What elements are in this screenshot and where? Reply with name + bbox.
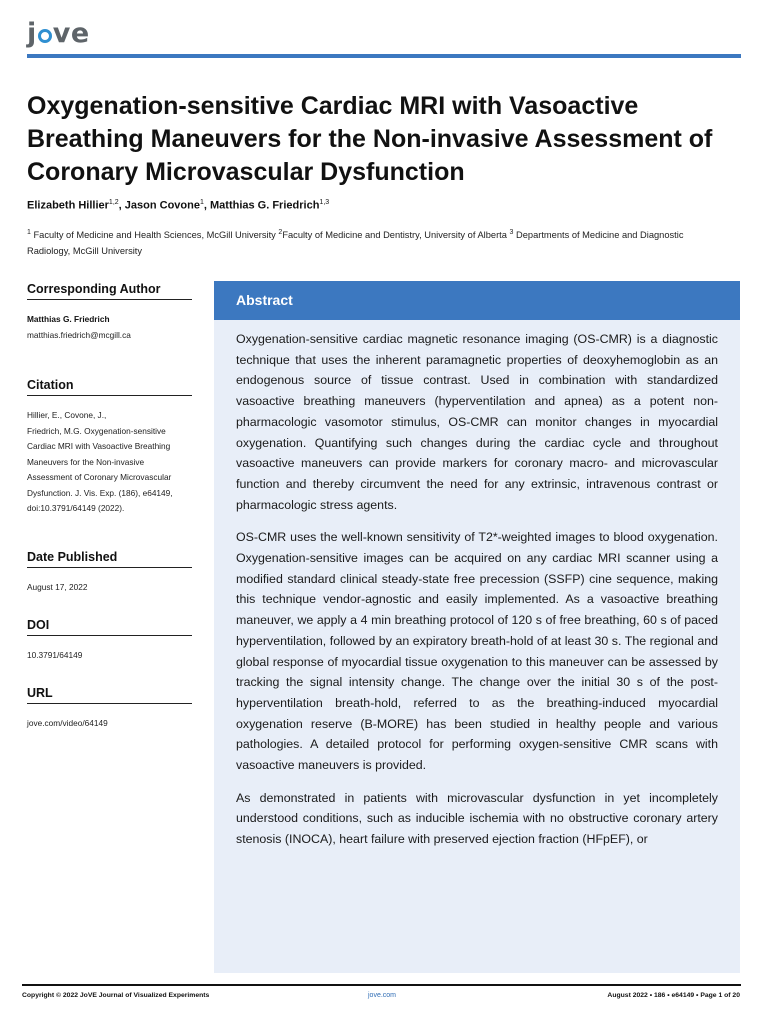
affiliation: Faculty of Medicine and Health Sciences, McGill University <box>33 230 276 241</box>
corresponding-author-name: Matthias G. Friedrich <box>27 314 110 324</box>
doi-block <box>27 618 192 664</box>
citation-text: Hillier, E., Covone, J., Friedrich, M.G. Oxygenation-sensitive Cardiac MRI with Vasoactive Breathing Maneuvers for the Non-invasive Assessment of Coronary Microvascular Dysfunction. J. Vis. Exp. (186), e64149, doi:10.3791/64149 (2022). <box>27 410 173 513</box>
abstract-paragraph: Oxygenation-sensitive cardiac magnetic resonance imaging (OS-CMR) is a diagnostic technique that uses the inherent paramagnetic properties of deoxyhemoglobin as an endogenous source of tissue contrast. Used in combination with standardized vasoactive breathing maneuvers (hyperventilation and apnea) as a potent non-pharmacologic vasomotor stimulus, OS-CMR can monitor changes in myocardial oxygenation. Quantifying such changes during the cardiac cycle and throughout vasoactive maneuvers can provide markers for coronary macro- and microvascular function and thereby circumvent the need for any extrinsic, intravenous contrast or pharmacologic stress agents. <box>236 332 718 512</box>
author-name: Jason Covone <box>124 199 200 212</box>
affiliation: Faculty of Medicine and Dentistry, University of Alberta <box>282 230 507 241</box>
footer-copyright: Copyright © 2022 JoVE Journal of Visualized Experiments <box>22 992 210 999</box>
doi-heading: DOI <box>27 618 192 636</box>
abstract-panel <box>214 281 740 973</box>
doi-value[interactable]: 10.3791/64149 <box>27 650 83 660</box>
corresponding-author-block <box>27 282 192 344</box>
affiliations: $^1$ Faculty of Medicine and Health Sciences, McGill University $^2$Faculty of Medicine and Dentistry, University of Alberta $^3$ Departments of Medicine and Diagnostic Radiology, McGill University <box>27 229 684 257</box>
date-published-heading: Date Published <box>27 550 192 568</box>
footer-rule <box>22 984 741 986</box>
url-value[interactable]: jove.com/video/64149 <box>27 718 108 728</box>
jove-logo[interactable]: j ve <box>27 18 90 49</box>
url-heading: URL <box>27 686 192 704</box>
author-list: Elizabeth Hillier$^{1,2}$, Jason Covone$^1$, Matthias G. Friedrich$^{1,3}$ <box>27 199 330 212</box>
corresponding-author-email[interactable]: matthias.friedrich@mcgill.ca <box>27 330 131 340</box>
affiliation: Departments of Medicine and Diagnostic Radiology, McGill University <box>27 230 684 257</box>
corresponding-author-heading: Corresponding Author <box>27 282 192 300</box>
author-name: Matthias G. Friedrich <box>210 199 320 212</box>
abstract-body <box>214 320 740 850</box>
abstract-paragraph: As demonstrated in patients with microvascular dysfunction in yet incompletely understood conditions, such as inducible ischemia with no obstructive coronary artery stenosis (INOCA), heart failure with preserved ejection fraction (HFpEF), or <box>236 790 718 847</box>
date-published-value: August 17, 2022 <box>27 582 88 592</box>
citation-heading: Citation <box>27 378 192 396</box>
header-rule <box>27 54 741 58</box>
author-name: Elizabeth Hillier <box>27 199 109 212</box>
footer-page-info: August 2022 • 186 • e64149 • Page 1 of 20 <box>607 992 740 999</box>
abstract-paragraph: OS-CMR uses the well-known sensitivity of T2*-weighted images to blood oxygenation. Oxygenation-sensitive images can be acquired on any cardiac MRI scanner using a modified standard clinical steady-state free precession (SSFP) cine sequence, making this technique vendor-agnostic and easily implemented. As a vasoactive breathing maneuver, we apply a 4 min breathing protocol of 120 s of free breathing, 60 s of paced hyperventilation, followed by an expiratory breath-hold of at least 30 s. The regional and global response of myocardial tissue oxygenation to this maneuver can be assessed by tracking the signal intensity change. The change over the initial 30 s of the post-hyperventilation breath-hold, referred to as the breathing-induced myocardial oxygenation reserve (B-MORE) has been studied in healthy people and various pathologies. A detailed protocol for performing oxygen-sensitive CMR scans with vasoactive maneuvers is provided. <box>236 530 718 773</box>
url-block <box>27 686 192 732</box>
footer-site-link[interactable]: jove.com <box>368 992 397 999</box>
logo-o-icon <box>38 29 52 43</box>
article-title: Oxygenation-sensitive Cardiac MRI with Vasoactive Breathing Maneuvers for the Non-invasive Assessment of Coronary Microvascular Dysfunction <box>27 92 713 186</box>
date-published-block <box>27 550 192 596</box>
citation-block <box>27 378 192 517</box>
abstract-heading: Abstract <box>214 281 740 320</box>
